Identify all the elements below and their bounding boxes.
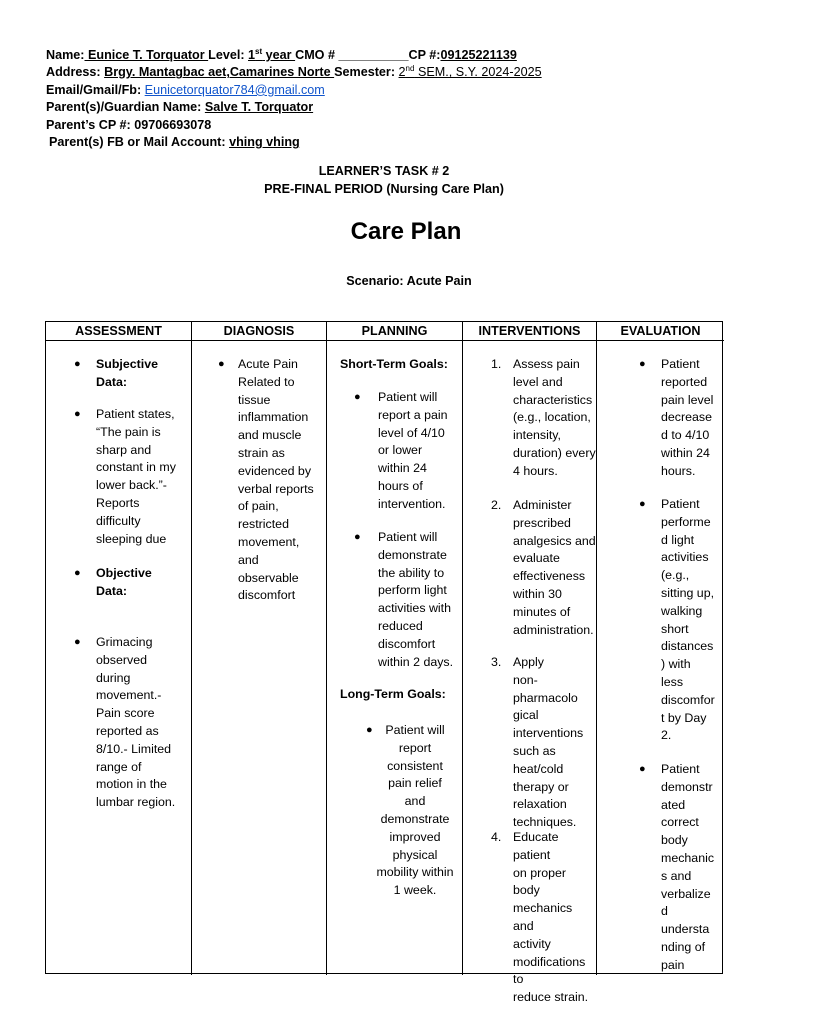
- text-line: sleeping due: [96, 531, 167, 546]
- text-line: 1 week.: [393, 883, 437, 898]
- text-line: (e.g., location,: [513, 410, 591, 425]
- text-line: intervention.: [378, 496, 446, 511]
- bullet-text: [96, 565, 152, 601]
- text-line: constant in my: [96, 460, 176, 475]
- text-line: movement.-: [96, 688, 162, 703]
- bullet-item: [491, 829, 596, 1007]
- bullet-icon: ●: [74, 358, 81, 370]
- text-line: d to 4/10: [661, 428, 710, 443]
- text-line: within 24: [661, 445, 710, 460]
- bullet-item: [639, 496, 715, 745]
- text-line: s and: [661, 868, 692, 883]
- guardian-label: Parent(s)/Guardian Name:: [46, 100, 205, 115]
- bullet-item: [491, 654, 596, 832]
- text-line: short: [661, 621, 689, 636]
- bullet-text: [378, 389, 448, 514]
- text-line: understa: [661, 922, 710, 937]
- text-line: Patient: [661, 357, 700, 371]
- text-line: lumbar region.: [96, 795, 176, 810]
- text-line: activities with: [378, 601, 451, 616]
- parent-fb-value: vhing vhing: [229, 135, 300, 150]
- text-line: improved: [389, 829, 441, 844]
- cp-value: 09125221139: [440, 48, 517, 62]
- scenario-label: Scenario: Acute Pain: [346, 274, 472, 288]
- bullet-icon: ●: [74, 408, 81, 420]
- text-line: physical: [392, 847, 438, 862]
- interventions-column: [462, 322, 596, 1005]
- long-term-goals-label: Long-Term Goals:: [340, 687, 446, 701]
- text-line: duration) every: [513, 445, 596, 460]
- bullet-text: [96, 634, 175, 812]
- bullet-text: [661, 761, 714, 975]
- bullet-icon: ●: [354, 531, 361, 543]
- list-number: 3.: [491, 655, 502, 669]
- cp-label: CP #:: [408, 48, 441, 62]
- parent-cp-label: Parent’s CP #: 09706693078: [46, 117, 212, 132]
- name-label: Name:: [46, 48, 85, 62]
- bullet-text: [378, 529, 453, 671]
- text-line: Patient will: [378, 530, 438, 544]
- text-line: prescribed: [513, 515, 571, 530]
- parent-fb-label: Parent(s) FB or Mail Account:: [49, 135, 230, 150]
- text-line: ) with: [661, 657, 691, 672]
- bullet-text: [661, 496, 715, 745]
- guardian-row: [46, 99, 736, 116]
- bullet-icon: ●: [218, 358, 225, 370]
- text-line: within 2 days.: [378, 654, 454, 669]
- student-info-header: [46, 47, 736, 151]
- text-line: interventions: [513, 726, 584, 741]
- text-line: tissue: [238, 392, 271, 407]
- text-line: reduced: [378, 618, 423, 633]
- semester-value: [399, 65, 542, 79]
- text-line: verbalize: [661, 886, 711, 901]
- bullet-icon: ●: [639, 498, 646, 510]
- text-line: mechanics and: [513, 901, 573, 933]
- text-line: Apply: [513, 655, 544, 669]
- text-line: motion in the: [96, 777, 167, 792]
- email-label: Email/Gmail/Fb:: [46, 82, 145, 97]
- text-line: discomfor: [661, 692, 715, 707]
- level-num: 1: [248, 48, 256, 62]
- text-line: strain as: [238, 445, 285, 460]
- level-value: [248, 48, 295, 62]
- text-line: demonstrate: [378, 547, 447, 562]
- diagnosis-header: DIAGNOSIS: [192, 322, 326, 341]
- text-line: pain relief: [388, 776, 442, 791]
- text-line: therapy or: [513, 779, 569, 794]
- text-line: report: [398, 740, 432, 755]
- text-line: Grimacing: [96, 635, 153, 649]
- text-line: d light: [661, 532, 695, 547]
- text-line: within 30: [513, 586, 562, 601]
- text-line: mobility within: [376, 865, 454, 880]
- text-line: demonstr: [661, 779, 713, 794]
- diagnosis-column: [191, 322, 326, 975]
- task-line-1: LEARNER’S TASK # 2: [318, 164, 450, 178]
- bullet-text: [513, 654, 596, 832]
- text-line: verbal reports: [238, 481, 314, 496]
- text-line: reported as: [96, 723, 159, 738]
- text-line: mechanic: [661, 850, 715, 865]
- cmo-blank: __________: [338, 48, 409, 62]
- semester-label: Semester:: [334, 65, 399, 80]
- text-line: less: [661, 674, 684, 689]
- text-line: Patient states,: [96, 407, 175, 421]
- text-line: of pain,: [238, 499, 279, 514]
- bullet-text: [374, 722, 456, 900]
- guardian-value: Salve T. Torquator: [204, 100, 314, 115]
- bullet-text: [661, 356, 713, 481]
- text-line: 2.: [661, 728, 672, 743]
- list-number: 4.: [491, 830, 502, 844]
- list-number: 2.: [491, 498, 502, 512]
- planning-column: [326, 322, 462, 975]
- short-term-goals-label: Short-Term Goals:: [340, 357, 448, 371]
- text-line: 4 hours.: [513, 463, 558, 478]
- text-line: Data:: [96, 374, 127, 389]
- address-label: Address:: [46, 65, 105, 80]
- email-link[interactable]: Eunicetorquator784@gmail.com: [144, 82, 325, 97]
- bullet-text: [513, 356, 596, 481]
- text-line: heat/cold: [513, 761, 564, 776]
- text-line: pain: [661, 957, 685, 972]
- bullet-icon: ●: [74, 567, 81, 579]
- semester-num: 2: [398, 65, 406, 80]
- assessment-column: [46, 322, 191, 975]
- text-line: level of 4/10: [378, 425, 445, 440]
- level-sup: st: [255, 46, 263, 56]
- text-line: Patient will: [385, 723, 445, 737]
- text-line: administration.: [513, 622, 594, 637]
- text-line: Reports: [96, 495, 140, 510]
- text-line: non-pharmacolo: [513, 672, 578, 705]
- text-line: observed: [96, 652, 147, 667]
- text-line: range of: [96, 759, 142, 774]
- bullet-text: [238, 356, 314, 605]
- text-line: perform light: [378, 583, 447, 598]
- text-line: within 24: [378, 461, 427, 476]
- text-line: performe: [661, 514, 711, 529]
- text-line: Pain score: [96, 706, 155, 721]
- list-number: 1.: [491, 357, 502, 371]
- text-line: minutes of: [513, 604, 571, 619]
- text-line: during: [96, 670, 131, 685]
- text-line: techniques.: [513, 815, 577, 830]
- interventions-header: INTERVENTIONS: [463, 322, 596, 341]
- text-line: Administer: [513, 498, 572, 512]
- name-row: [46, 47, 736, 64]
- bullet-item: [74, 406, 176, 548]
- cmo-label: CMO #: [295, 48, 339, 62]
- task-line-2: PRE-FINAL PERIOD (Nursing Care Plan): [264, 182, 504, 196]
- text-line: Subjective: [96, 357, 158, 371]
- text-line: Patient: [661, 497, 700, 511]
- text-line: Patient will: [378, 390, 438, 404]
- text-line: modifications to: [513, 954, 586, 987]
- bullet-icon: ●: [74, 636, 81, 648]
- text-line: or lower: [378, 443, 423, 458]
- text-line: level and: [513, 374, 563, 389]
- parent-cp-row: [46, 117, 736, 134]
- text-line: sitting up,: [661, 585, 715, 600]
- text-line: nding of: [661, 939, 706, 954]
- parent-fb-row: [46, 134, 736, 151]
- bullet-item: [354, 389, 448, 514]
- text-line: report a pain: [378, 407, 448, 422]
- bullet-item: [491, 356, 596, 481]
- text-line: walking: [661, 603, 703, 618]
- text-line: d: [661, 904, 668, 919]
- bullet-text: [513, 829, 596, 1007]
- bullet-item: [366, 722, 456, 900]
- text-line: activities: [661, 550, 709, 565]
- text-line: movement,: [238, 534, 300, 549]
- text-line: inflammation: [238, 410, 309, 425]
- text-line: lower back.”-: [96, 478, 167, 493]
- text-line: difficulty: [96, 513, 141, 528]
- bullet-item: [74, 356, 158, 392]
- text-line: Objective: [96, 566, 152, 580]
- bullet-icon: ●: [639, 763, 646, 775]
- bullet-text: [96, 356, 158, 392]
- level-rest: year: [262, 48, 296, 62]
- text-line: discomfort: [238, 588, 296, 603]
- bullet-item: [74, 565, 152, 601]
- text-line: sharp and: [96, 442, 152, 457]
- bullet-item: [74, 634, 175, 812]
- bullet-icon: ●: [354, 391, 361, 403]
- address-value: Brgy. Mantagbac aet,Camarines Norte: [104, 65, 335, 80]
- text-line: Patient: [661, 762, 700, 776]
- text-line: “The pain is: [96, 424, 161, 439]
- text-line: gical: [513, 708, 539, 723]
- text-line: 8/10.- Limited: [96, 741, 172, 756]
- text-line: hours.: [661, 463, 696, 478]
- evaluation-column: [596, 322, 724, 975]
- text-line: analgesics and: [513, 533, 596, 548]
- text-line: pain level: [661, 392, 714, 407]
- text-line: effectiveness: [513, 569, 586, 584]
- bullet-item: [218, 356, 314, 605]
- bullet-icon: ●: [366, 724, 373, 736]
- text-line: Assess pain: [513, 357, 580, 371]
- text-line: demonstrate: [380, 811, 450, 826]
- text-line: ated: [661, 797, 686, 812]
- address-row: [46, 64, 736, 81]
- level-label: Level:: [208, 48, 249, 62]
- bullet-item: [639, 761, 714, 975]
- name-value: Eunice T. Torquator: [84, 48, 209, 62]
- text-line: and muscle: [238, 428, 302, 443]
- semester-rest: SEM., S.Y. 2024-2025: [414, 65, 542, 80]
- text-line: observable: [238, 570, 299, 585]
- bullet-item: [354, 529, 453, 671]
- assessment-header: ASSESSMENT: [46, 322, 191, 341]
- text-line: t by Day: [661, 710, 707, 725]
- text-line: Related to: [238, 374, 295, 389]
- text-line: and: [404, 794, 426, 809]
- text-line: consistent: [387, 758, 443, 773]
- text-line: decrease: [661, 410, 712, 425]
- text-line: Acute Pain: [238, 357, 298, 371]
- text-line: the ability to: [378, 565, 445, 580]
- text-line: Educate patient: [513, 830, 559, 862]
- text-line: hours of: [378, 478, 423, 493]
- evaluation-header: EVALUATION: [597, 322, 724, 341]
- text-line: evaluate: [513, 551, 560, 566]
- bullet-text: [96, 406, 176, 548]
- text-line: such as: [513, 743, 556, 758]
- bullet-item: [491, 497, 596, 639]
- planning-header: PLANNING: [327, 322, 462, 341]
- text-line: and: [238, 552, 259, 567]
- text-line: intensity,: [513, 428, 561, 443]
- text-line: correct: [661, 815, 699, 830]
- care-plan-table: [45, 321, 723, 1005]
- text-line: reduce strain.: [513, 990, 589, 1005]
- semester-sup: nd: [405, 64, 415, 74]
- page-title: Care Plan: [350, 218, 462, 245]
- text-line: evidenced by: [238, 463, 312, 478]
- text-line: Data:: [96, 583, 127, 598]
- text-line: distances: [661, 639, 714, 654]
- text-line: reported: [661, 374, 708, 389]
- text-line: discomfort: [378, 636, 436, 651]
- bullet-icon: ●: [639, 358, 646, 370]
- text-line: restricted: [238, 517, 289, 532]
- text-line: activity: [513, 936, 551, 951]
- email-row: [46, 82, 736, 99]
- bullet-item: [639, 356, 713, 481]
- text-line: relaxation: [513, 797, 567, 812]
- text-line: (e.g.,: [661, 568, 690, 583]
- text-line: body: [661, 833, 688, 848]
- text-line: characteristics: [513, 392, 593, 407]
- bullet-text: [513, 497, 596, 639]
- text-line: on proper body: [513, 865, 567, 898]
- learners-task-heading: [0, 162, 768, 198]
